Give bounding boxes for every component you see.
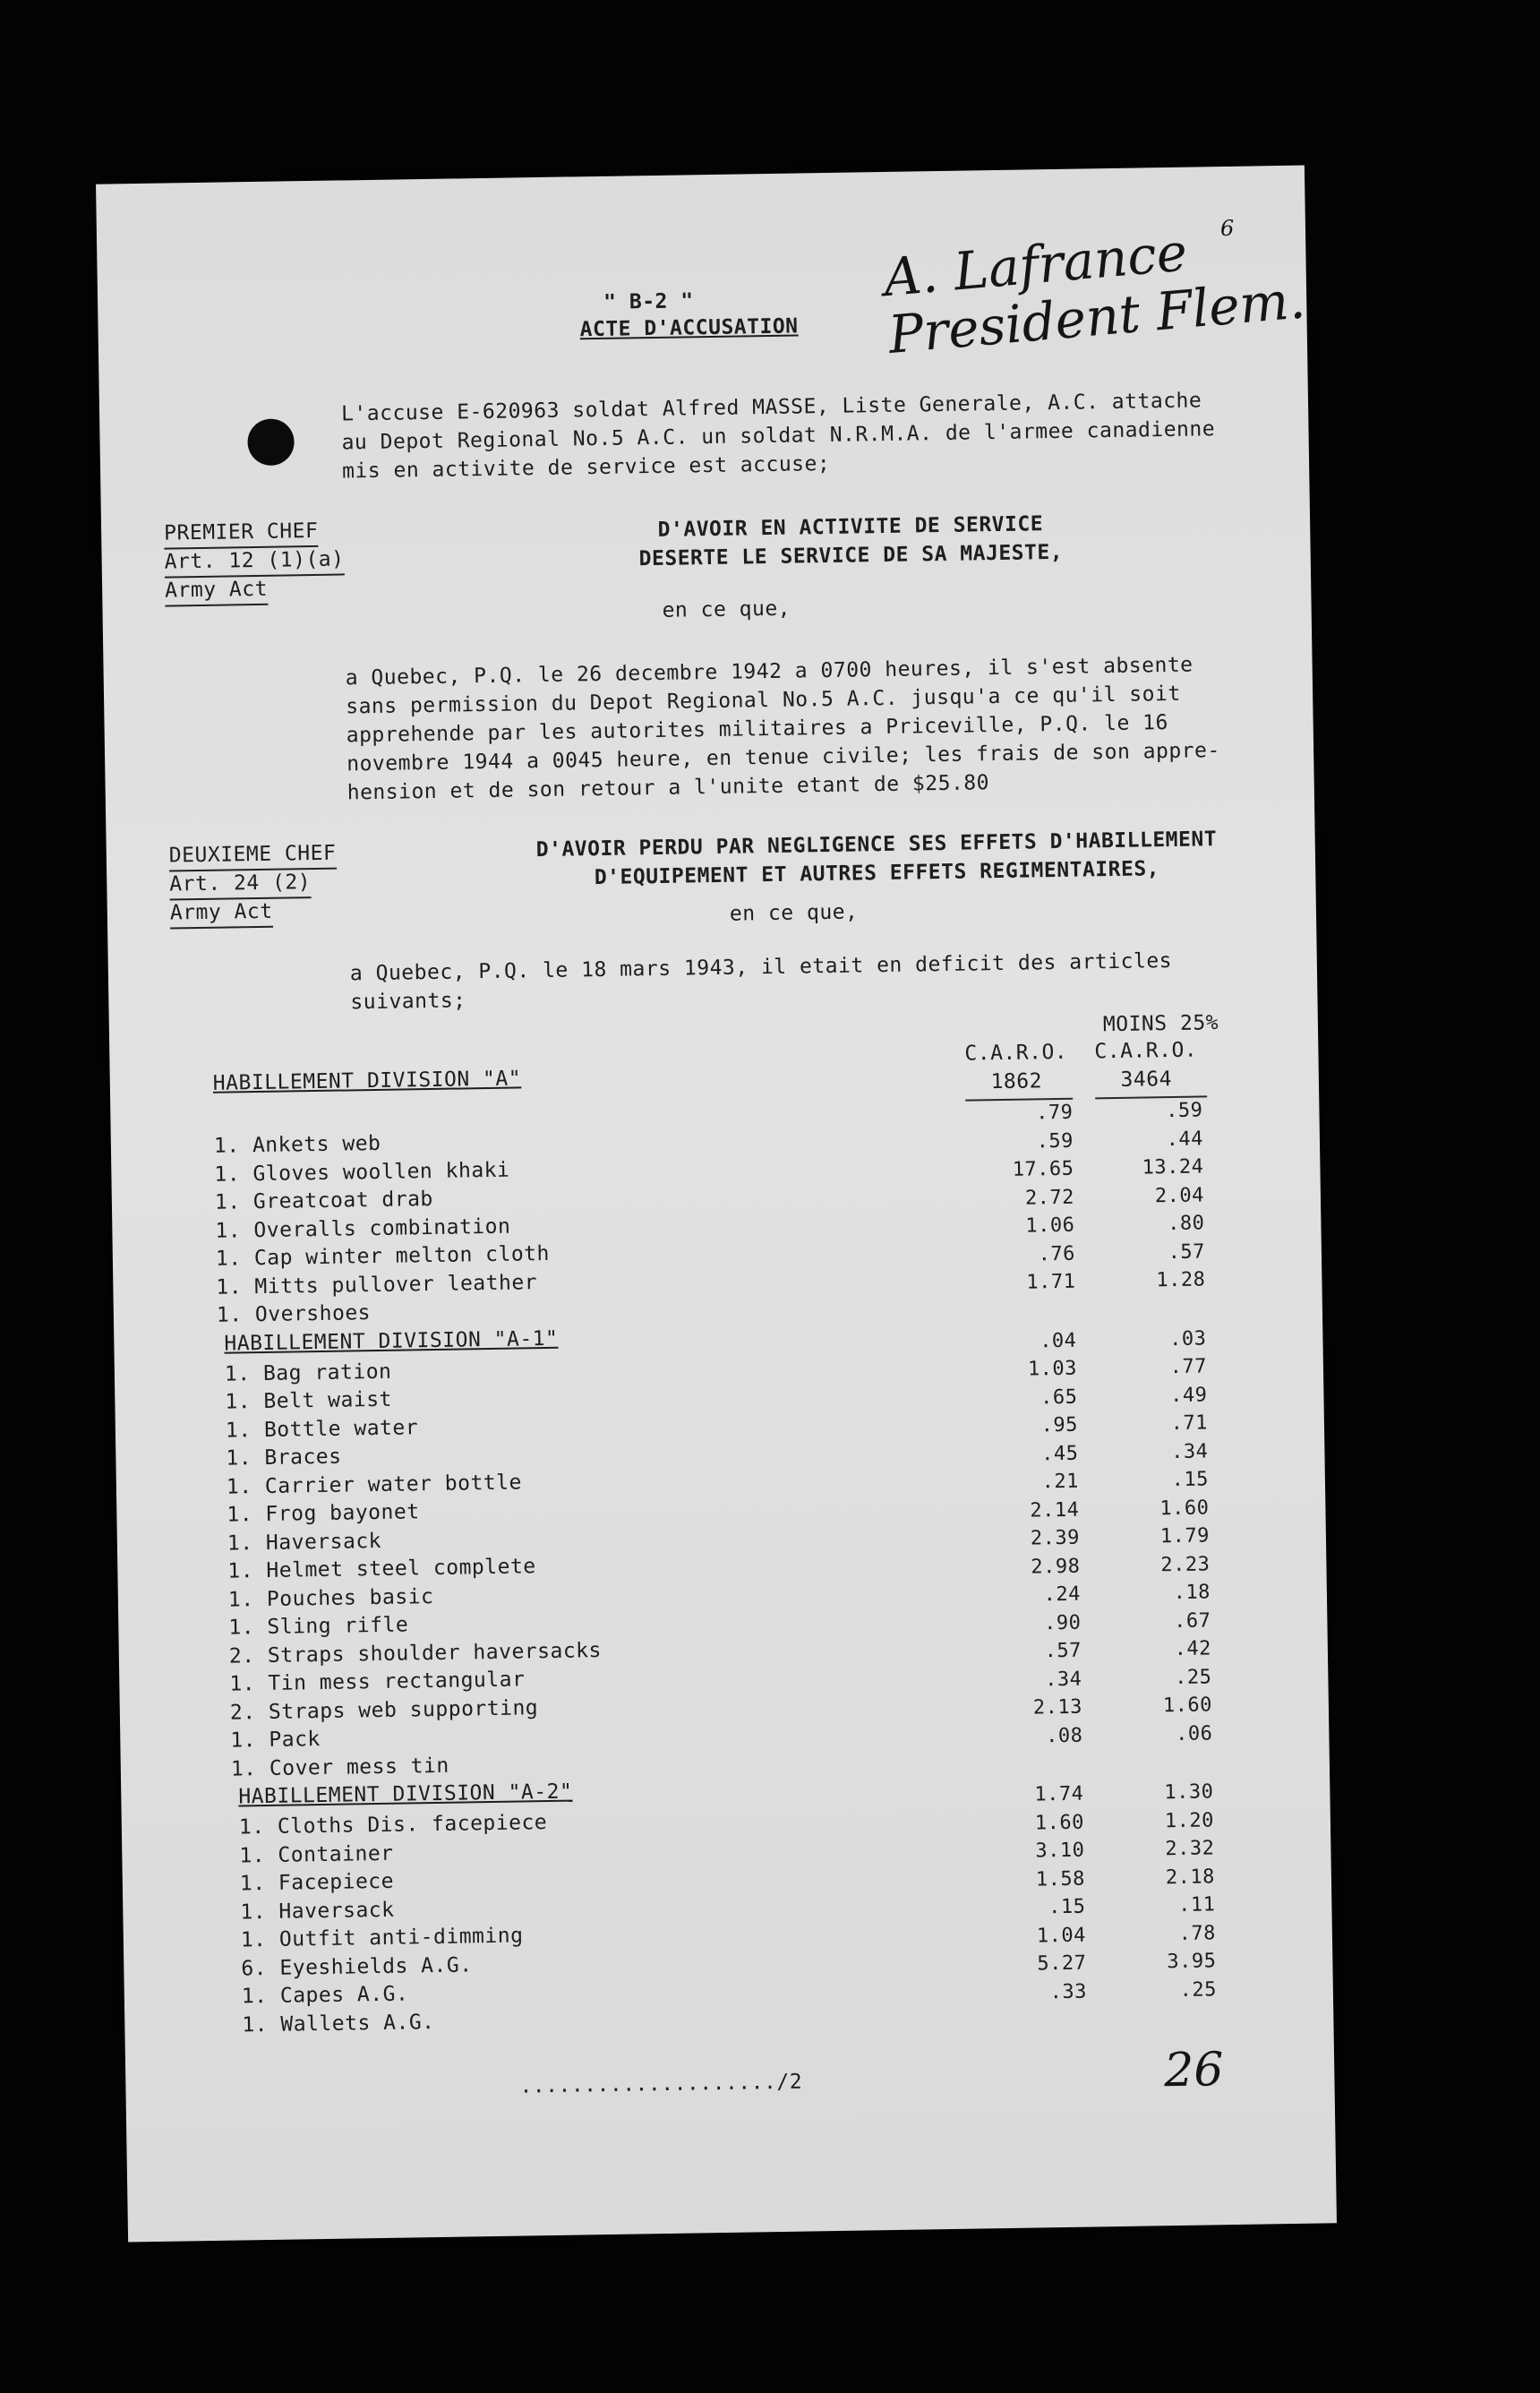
item-value-3464: .03	[1168, 1326, 1207, 1351]
item-name: 1. Overalls combination	[215, 1214, 511, 1243]
item-name: 1. Bottle water	[225, 1415, 419, 1443]
item-value-3464: .49	[1169, 1383, 1208, 1407]
charge2-act: Army Act	[170, 897, 273, 930]
item-value-3464: 1.60	[1162, 1694, 1213, 1718]
item-value-1862: 1.60	[1034, 1811, 1085, 1834]
item-name: 1. Gloves woollen khaki	[214, 1158, 510, 1187]
item-value-3464: .06	[1175, 1721, 1213, 1745]
col2-header: C.A.R.O. 3464	[1094, 1038, 1198, 1092]
handwritten-signature: A. Lafrance President Flem.	[881, 221, 1308, 365]
charge2-title: D'AVOIR PERDU PAR NEGLIGENCE SES EFFETS D'HABILLEMENT D'EQUIPEMENT ET AUTRES EFFETS REGIMENTAIRES,	[535, 828, 1218, 890]
item-value-1862: 1.71	[1026, 1270, 1076, 1294]
item-name: 6. Eyeshields A.G.	[241, 1952, 473, 1980]
item-value-3464: 1.28	[1156, 1268, 1206, 1292]
item-value-1862: 17.65	[1012, 1157, 1074, 1181]
item-value-1862: 2.72	[1024, 1186, 1075, 1210]
item-value-1862: 1.06	[1025, 1214, 1075, 1238]
item-value-3464: .25	[1179, 1977, 1218, 2002]
charge1-article: Art. 12 (1)(a)	[164, 545, 344, 578]
item-name: 1. Cover mess tin	[230, 1754, 449, 1781]
item-value-1862: .21	[1041, 1470, 1080, 1494]
charge2-text: a Quebec, P.Q. le 18 mars 1943, il etait en deficit des articles suivants;	[349, 948, 1173, 1015]
item-value-3464: .42	[1174, 1637, 1212, 1661]
item-value-1862: .33	[1049, 1980, 1088, 2003]
item-value-1862: .59	[1036, 1129, 1074, 1153]
item-name: 1. Frog bayonet	[227, 1500, 420, 1527]
item-value-3464: .34	[1170, 1439, 1209, 1463]
item-name: 1. Capes A.G.	[241, 1982, 409, 2009]
item-value-1862: .65	[1040, 1385, 1078, 1409]
item-value-3464: .59	[1165, 1099, 1203, 1123]
item-value-3464: 13.24	[1142, 1155, 1204, 1179]
item-name: 1. Braces	[226, 1445, 342, 1471]
charge1-text: a Quebec, P.Q. le 26 decembre 1942 a 0700 heures, il s'est absente sans permission du Depot Regional No.5 A.C. jusqu'a ce qu'il soit apprehende par les autorites militaires a Priceville, P.Q. le 16 novembre 1944 a 0045 heure, en tenue civile; les frais de son appre- hension et de son retour a l'unite etant de $25.80	[345, 653, 1220, 805]
item-value-1862: 2.39	[1030, 1526, 1081, 1550]
item-value-1862: 2.14	[1030, 1498, 1080, 1522]
intro-paragraph: L'accuse E-620963 soldat Alfred MASSE, Liste Generale, A.C. attache au Depot Regional No.5 A.C. un soldat N.R.M.A. de l'armee canadienne mis en activite de service est accuse;	[340, 389, 1216, 484]
item-value-3464: .57	[1168, 1239, 1206, 1264]
item-value-1862: .95	[1040, 1413, 1079, 1437]
col2-top: MOINS 25%	[1102, 1011, 1219, 1037]
item-name: 1. Greatcoat drab	[214, 1187, 433, 1214]
item-value-1862: .08	[1045, 1724, 1083, 1747]
section-title: HABILLEMENT DIVISION "A-2"	[238, 1780, 573, 1809]
item-value-1862: 2.98	[1031, 1555, 1081, 1579]
item-name: 2. Straps web supporting	[229, 1695, 539, 1725]
item-name: 1. Haversack	[227, 1529, 382, 1556]
item-value-1862: 1.03	[1027, 1357, 1078, 1381]
item-value-1862: 1.04	[1036, 1924, 1087, 1947]
col1-header: C.A.R.O. 1862	[964, 1040, 1068, 1094]
item-name: 2. Straps shoulder haversacks	[228, 1638, 603, 1668]
charge1-label: PREMIER CHEF	[164, 517, 319, 550]
item-value-3464: 1.79	[1159, 1524, 1211, 1548]
item-value-1862: 1.74	[1034, 1782, 1084, 1806]
item-value-1862: 1.58	[1035, 1867, 1086, 1891]
item-name: 1. Haversack	[240, 1898, 395, 1924]
item-value-3464: 1.30	[1164, 1780, 1214, 1805]
item-name: 1. Pouches basic	[227, 1584, 434, 1612]
item-name: 1. Cloths Dis. facepiece	[238, 1811, 548, 1840]
item-value-1862: .45	[1040, 1442, 1079, 1465]
item-value-1862: 3.10	[1035, 1839, 1085, 1863]
document-code: " B-2 "	[603, 289, 694, 314]
item-name: 1. Cap winter melton cloth	[215, 1241, 551, 1271]
charge1-act: Army Act	[165, 575, 268, 607]
item-name: 1. Tin mess rectangular	[229, 1668, 526, 1696]
item-name: 1. Ankets web	[213, 1131, 381, 1158]
item-value-1862: .57	[1044, 1639, 1082, 1663]
item-value-3464: 2.18	[1165, 1865, 1216, 1889]
item-name: 1. Pack	[230, 1728, 321, 1753]
charge2-article: Art. 24 (2)	[169, 868, 311, 900]
item-name: 1. Carrier water bottle	[226, 1470, 523, 1499]
item-value-3464: .77	[1169, 1355, 1208, 1379]
item-value-3464: 2.23	[1160, 1552, 1211, 1576]
punch-hole	[247, 418, 295, 466]
charge2-en-ce-que: en ce que,	[729, 900, 859, 926]
item-value-3464: 3.95	[1167, 1950, 1217, 1974]
item-name: 1. Wallets A.G.	[242, 2010, 435, 2037]
item-value-3464: 1.20	[1164, 1808, 1215, 1832]
item-value-1862: 5.27	[1037, 1951, 1087, 1976]
item-value-1862: .76	[1038, 1242, 1076, 1265]
item-value-3464: .11	[1177, 1893, 1216, 1917]
item-name: 1. Mitts pullover leather	[216, 1270, 538, 1299]
item-value-3464: .80	[1167, 1212, 1205, 1236]
charge1-en-ce-que: en ce que,	[662, 596, 791, 622]
item-name: 1. Sling rifle	[228, 1613, 409, 1640]
item-value-1862: 2.13	[1032, 1695, 1083, 1720]
section-title: HABILLEMENT DIVISION "A-1"	[224, 1326, 559, 1356]
continuation-marker: ..................../2	[519, 2070, 803, 2098]
item-name: 1. Helmet steel complete	[227, 1555, 536, 1583]
item-value-3464: .15	[1171, 1468, 1210, 1492]
item-value-1862: .34	[1044, 1668, 1082, 1691]
charge1-title: D'AVOIR EN ACTIVITE DE SERVICE DESERTE LE SERVICE DE SA MAJESTE,	[638, 512, 1064, 571]
charge2-label: DEUXIEME CHEF	[169, 839, 337, 872]
item-value-3464: .67	[1173, 1608, 1211, 1633]
item-value-1862: .04	[1040, 1329, 1077, 1352]
item-value-3464: 2.32	[1165, 1837, 1215, 1861]
item-name: 1. Container	[239, 1841, 394, 1867]
item-value-3464: .78	[1178, 1921, 1217, 1945]
item-value-3464: .25	[1174, 1665, 1212, 1689]
item-name: 1. Facepiece	[239, 1869, 395, 1896]
item-value-3464: 1.60	[1159, 1496, 1210, 1520]
section-title: HABILLEMENT DIVISION "A"	[212, 1067, 522, 1095]
item-value-1862: .79	[1036, 1101, 1074, 1125]
item-value-3464: .18	[1173, 1581, 1211, 1605]
item-name: 1. Belt waist	[225, 1387, 393, 1414]
document-title: ACTE D'ACCUSATION	[579, 314, 799, 342]
document-page	[96, 166, 1337, 2243]
item-value-1862: .24	[1043, 1582, 1082, 1607]
item-name: 1. Overshoes	[216, 1301, 372, 1327]
item-value-3464: .71	[1170, 1411, 1209, 1436]
item-value-1862: .15	[1048, 1895, 1086, 1919]
folio-number: 26	[1163, 2043, 1224, 2098]
item-value-3464: 2.04	[1154, 1183, 1205, 1207]
item-name: 1. Bag ration	[224, 1359, 392, 1386]
page-mark: 6	[1219, 215, 1235, 242]
item-value-3464: .44	[1166, 1127, 1204, 1151]
item-value-1862: .90	[1043, 1611, 1082, 1634]
item-name: 1. Outfit anti-dimming	[240, 1924, 524, 1952]
